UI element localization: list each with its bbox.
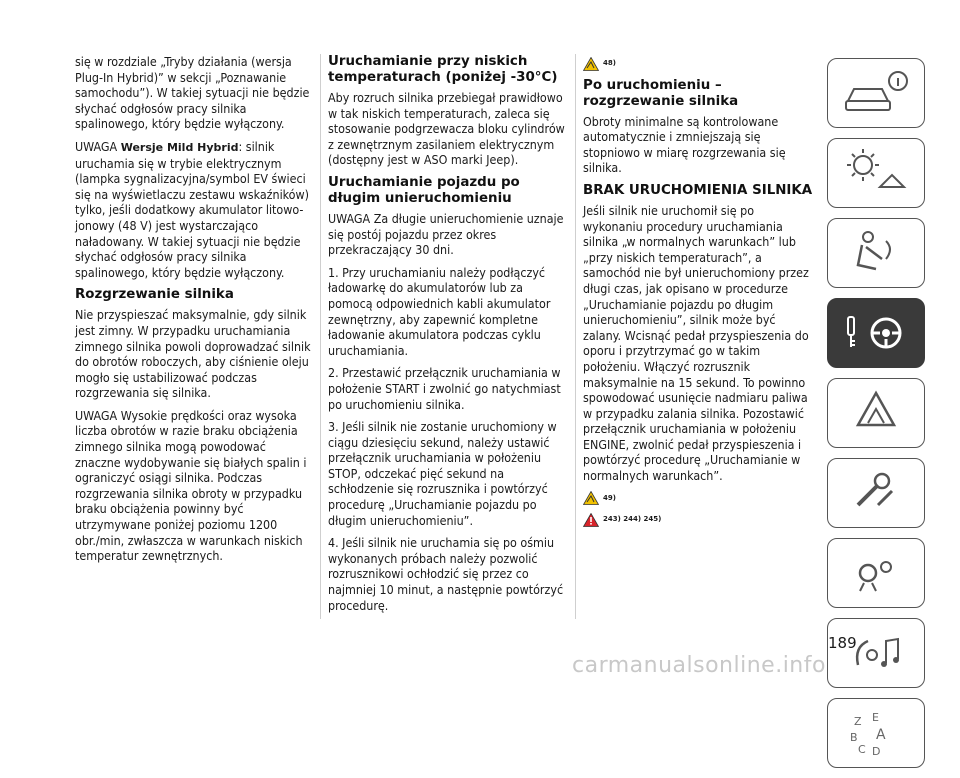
warning-ref-bottom: [583, 512, 815, 528]
caution-triangle-icon: [583, 491, 599, 505]
svg-text:C: C: [858, 743, 866, 756]
tab-multimedia[interactable]: [827, 618, 925, 688]
heading-after-start: Po uruchomieniu – rozgrzewanie silnika: [583, 77, 739, 109]
caution-triangle-icon: [583, 57, 599, 71]
tab-starting-driving[interactable]: [827, 298, 925, 368]
paragraph-warmup-note: UWAGA Wysokie prędkości oraz wysoka liczba obrotów w razie braku obciążenia zimnego silnika mogą powodować znaczne wydobywanie się białych spalin i ograniczyć osiągi silnika. Podczas rozgrzewania silnika obroty w przypadku braku obciążenia powinny być utrzymywane poniżej poziomu 1200 obr./min, zwłaszcza w warunkach niskich temperatur zewnętrznych.: [75, 407, 307, 564]
page-number: 189: [828, 634, 857, 652]
column-divider: [320, 54, 321, 619]
paragraph-warmup: Nie przyspieszać maksymalnie, gdy silnik jest zimny. W przypadku uruchamiania zimnego silnika powoli doprowadzać silnik do obrotów roboczych, aby ciśnienie oleju mogło się ustabilizować podczas rozgrzewania się silnika.: [75, 307, 311, 401]
svg-text:B: B: [850, 731, 858, 744]
tab-maintenance[interactable]: [827, 458, 925, 528]
tab-technical-data[interactable]: [827, 538, 925, 608]
reference-numbers: 243) 244) 245): [603, 515, 662, 524]
column-right: [583, 54, 815, 534]
maintenance-icon: [828, 459, 924, 527]
warning-ref-top: [583, 56, 815, 72]
step-1: 1. Przy uruchamianiu należy podłączyć ładowarkę do akumulatorów lub za pomocą odpowiednich kabli akumulator zewnętrzny, aby zapewnić kompletne ładowanie akumulatora podczas cyklu uruchamiania.: [328, 264, 551, 358]
tab-roadside[interactable]: [827, 378, 925, 448]
svg-text:Z: Z: [854, 715, 862, 728]
paragraph-low-temp: Aby rozruch silnika przebiegał prawidłowo w tak niskich temperaturach, zaleca się stosowanie podgrzewacza bloku cylindrów z zewnętrznym zasilaniem elektrycznym (dostępny jest w ASO marki Jeep).: [328, 90, 565, 168]
paragraph-idle-control: Obroty minimalne są kontrolowane automatycznie i zmniejszają się stopniowo w miarę rozgrzewania się silnika.: [583, 113, 786, 176]
car-info-icon: [828, 59, 924, 127]
dashboard-warning-icon: [828, 139, 924, 207]
note-text: : silnik uruchamia się w trybie elektrycznym (lampka sygnalizacyjna/symbol EV świeci się na wyświetlaczu zestawu wskaźników) tylko, jeśli dodatkowy akumulator litowo-jonowy (48 V) jest wystarczająco naładowany. W takiej sytuacji nie będzie słychać odgłosów pracy silnika spalinowego, który będzie wyłączony.: [75, 138, 309, 280]
paragraph-flooded-engine: Jeśli silnik nie uruchomił się po wykonaniu procedury uruchamiania silnika „w normalnych warunkach” lub „przy niskich temperaturach”, a samochód nie był unieruchomiony przez długi czas, jak opisano w procedurze „Uruchamianie pojazdu po długim unieruchomieniu”, silnik może być zalany. Wcisnąć pedał przyspieszenia do oporu i przytrzymać go w takim położeniu. Włączyć rozrusznik maksymalnie na 15 sekund. To powinno spowodować usunięcie nadmiaru paliwa w przypadku zalania silnika. Pozostawić przełącznik uruchamiania w położeniu ENGINE, zwolnić pedał przyspieszenia i powtórzyć procedurę „Uruchamianie w normalnych warunkach”.: [583, 202, 809, 484]
column-middle: [328, 54, 566, 620]
brand-mild-hybrid: Wersje Mild Hybrid: [120, 140, 239, 154]
svg-text:A: A: [876, 727, 886, 743]
tab-safety[interactable]: [827, 218, 925, 288]
seat-safety-icon: [828, 219, 924, 287]
step-4: 4. Jeśli silnik nie uruchamia się po ośmiu wykonanych próbach należy pozwolić rozrusznikowi ochłodzić się przez co najmniej 10 minut, a następnie powtórzyć procedurę.: [328, 535, 564, 613]
tab-warnings[interactable]: [827, 138, 925, 208]
paragraph-mild-hybrid-note: [75, 139, 313, 280]
paragraph-hybrid-intro: się w rozdziale „Tryby działania (wersja Plug-In Hybrid)” w sekcji „Poznawanie samochodu”). W takiej sytuacji nie będzie słychać odgłosów pracy silnika spalinowego, który będzie wyłączony.: [75, 54, 310, 132]
reference-number: 48): [603, 59, 616, 67]
heading-low-temp-start: Uruchamianie przy niskich temperaturach (poniżej -30°C): [328, 54, 558, 85]
tab-index[interactable]: [827, 698, 925, 768]
heading-no-start: BRAK URUCHOMIENIA SILNIKA: [583, 182, 813, 198]
starting-driving-icon: [828, 299, 924, 367]
svg-text:E: E: [872, 711, 879, 724]
roadside-emergency-icon: [828, 379, 924, 447]
heading-engine-warmup: Rozgrzewanie silnika: [75, 287, 234, 303]
note-prefix: UWAGA: [75, 138, 121, 154]
step-3: 3. Jeśli silnik nie zostanie uruchomiony w ciągu dziesięciu sekund, należy ustawić przełącznik uruchamiania w położeniu STOP, odczekać pięć sekund na schłodzenie się rozrusznika i powtórzyć procedurę „Uruchamianie pojazdu po długim unieruchomieniu”.: [328, 419, 557, 528]
danger-triangle-icon: [583, 513, 599, 527]
heading-long-idle-start: Uruchamianie pojazdu po długim unieruchomieniu: [328, 174, 520, 206]
technical-data-icon: [828, 539, 924, 607]
multimedia-icon: [828, 619, 924, 687]
svg-text:D: D: [872, 745, 881, 758]
reference-number: 49): [603, 493, 616, 502]
paragraph-long-idle-note: UWAGA Za długie unieruchomienie uznaje się postój pojazdu przez okres przekraczający 30 dni.: [328, 210, 564, 258]
warning-ref-mid: [583, 491, 815, 507]
watermark-text: carmanualsonline.info: [572, 653, 826, 678]
tab-car-info[interactable]: [827, 58, 925, 128]
index-icon: [828, 699, 924, 767]
column-divider: [575, 54, 576, 619]
column-left: [75, 54, 313, 571]
chapter-tabs: [827, 58, 927, 778]
step-2: 2. Przestawić przełącznik uruchamiania w położenie START i zwolnić go natychmiast po uruchomieniu silnika.: [328, 365, 561, 412]
